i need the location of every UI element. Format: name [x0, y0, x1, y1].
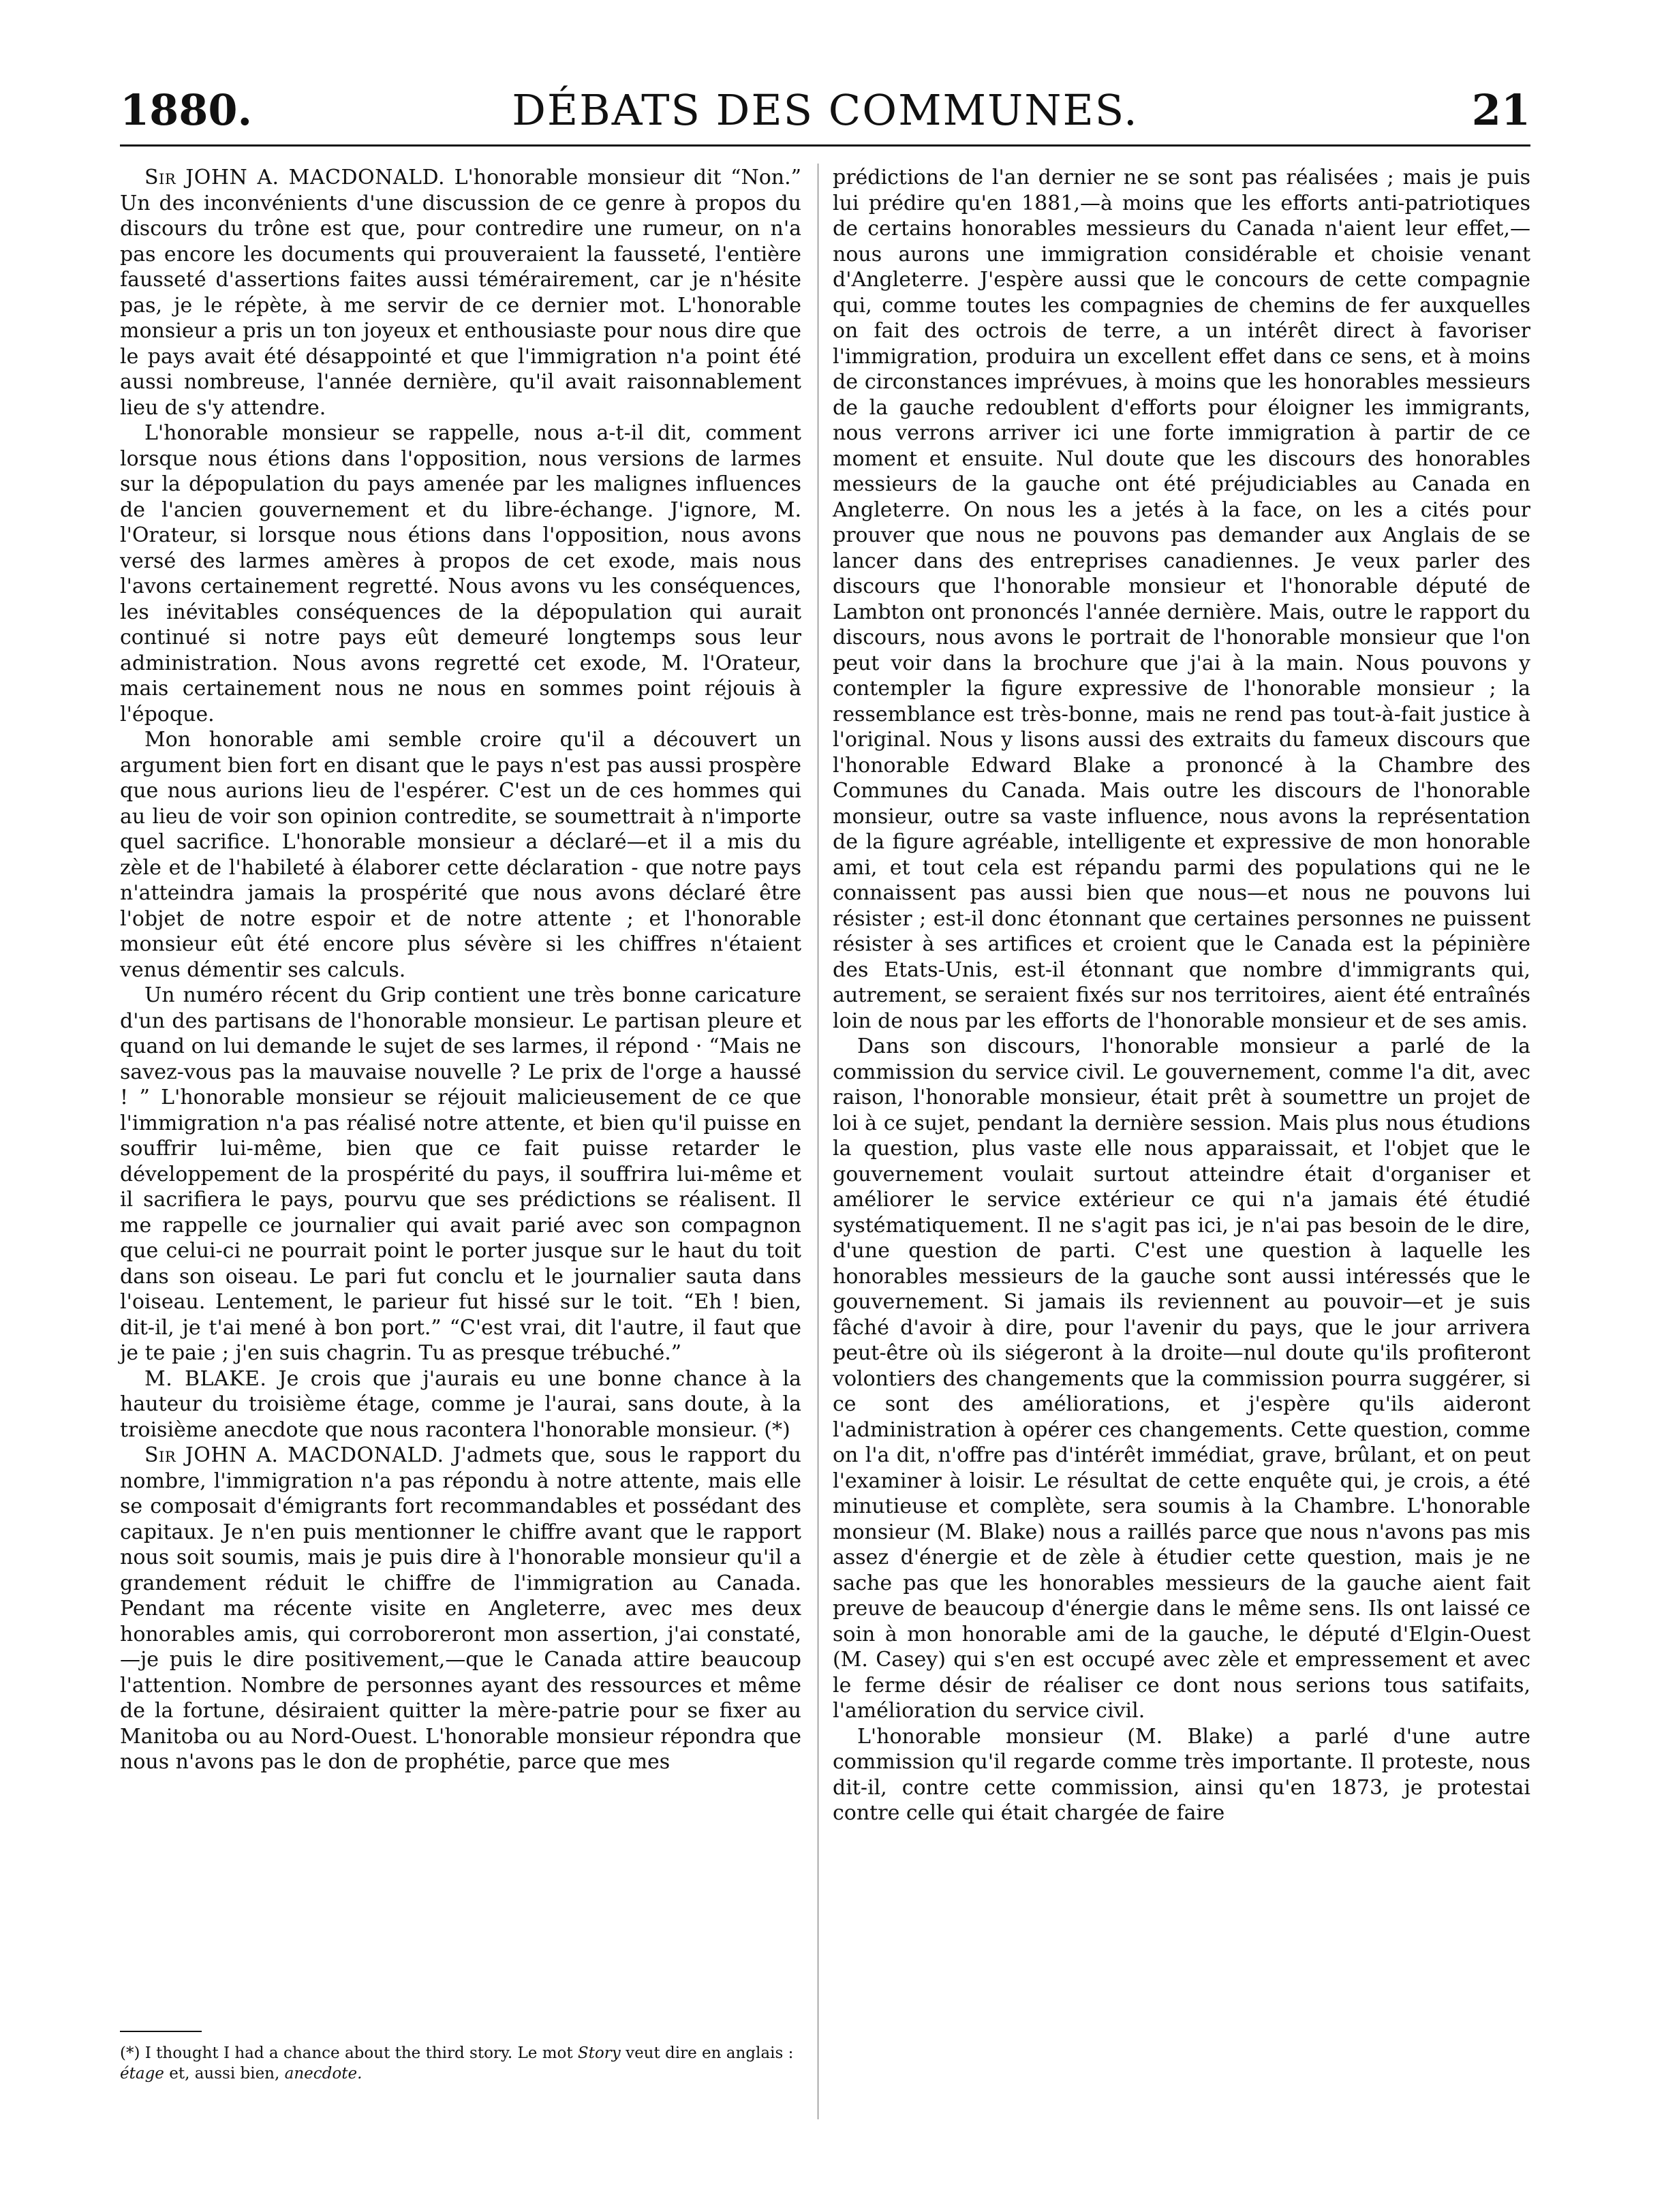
- paragraph: [120, 165, 801, 420]
- footnote-text-fr: et, aussi bien,: [169, 2065, 280, 2083]
- page-header: [120, 80, 1530, 140]
- paragraph: [120, 1443, 801, 1775]
- paragraph: [833, 1724, 1530, 1826]
- footnote-word-anecdote: anecdote.: [284, 2065, 363, 2083]
- footnote-rule: [120, 2031, 202, 2032]
- paragraph: [120, 727, 801, 983]
- footnote-text-fr: veut dire en anglais :: [626, 2044, 794, 2062]
- paragraph: [120, 1366, 801, 1443]
- paragraph-text: Dans son discours, l'honorable monsieur a parlé de la commission du service civil. Le gouvernement, comme l'a dit, avec raison, l'honorable monsieur, était prêt à soumettre un projet de loi à ce sujet, pendant la dernière session. Mais plus nous étudions la question, plus vaste elle nous apparaissait, et l'objet que le gouvernement voulait surtout atteindre était d'organiser et améliorer le service extérieur ce qui n'a jamais été étudié systématiquement. Il ne s'agit pas ici, je n'ai pas besoin de le dire, d'une question de parti. C'est une question à laquelle les honorables messieurs de la gauche sont aussi intéressés que le gouvernement. Si jamais ils reviennent au pouvoir—et je suis fâché d'avoir à dire, pour l'avenir du pays, que le jour arrivera peut-être où ils siégeront à la droite—nul doute qu'ils profiteront volontiers des changements que la commission pourra suggérer, si ce sont des améliorations, et j'espère qu'ils aideront l'administration à opérer ces changements. Cette question, comme on l'a dit, n'offre pas d'intérêt immédiat, grave, brûlant, et on peut l'examiner à loisir. Le résultat de cette enquête qui, je crois, a été minutieuse et complète, sera soumis à la Chambre. L'honorable monsieur (M. Blake) nous a raillés parce que nous n'avons pas mis assez d'énergie et de zèle à étudier cette question, mais je ne sache pas que les honorables messieurs de la gauche aient fait preuve de beaucoup d'énergie dans le même sens. Ils ont laissé ce soin à mon honorable ami de la gauche, le député d'Elgin-Ouest (M. Casey) qui s'en est occupé avec zèle et empressement et avec le ferme désir de réaliser ce dont nous serions tous satifaits, l'amélioration du service civil.: [833, 1034, 1530, 1723]
- paragraph: [833, 165, 1530, 1034]
- paragraph: [120, 420, 801, 727]
- footnote: [120, 2043, 801, 2084]
- footnote-word-story: Story: [577, 2044, 621, 2062]
- speaker-name: M. BLAKE.: [144, 1366, 267, 1391]
- paragraph-text: Un numéro récent du Grip contient une très bonne caricature d'un des partisans de l'honorable monsieur. Le partisan pleure et quand on lui demande le sujet de ses larmes, il répond · “Mais ne savez-vous pas la mauvaise nouvelle ? Le prix de l'orge a haussé ! ” L'honorable monsieur se réjouit malicieusement de ce que l'immigration n'a pas réalisé notre attente, et bien qu'il puisse en souffrir lui-même, bien que ce fait puisse retarder le développement de la prospérité du pays, il souffrira lui-même et il sacrifiera le pays, pourvu que ses prédictions se réalisent. Il me rappelle ce journalier qui avait parié avec son compagnon que celui-ci ne pourrait point le porter jusque sur le haut du toit dans son oiseau. Le pari fut conclu et le journalier sauta dans l'oiseau. Lentement, le parieur fut hissé sur le toit. “Eh ! bien, dit-il, je t'ai mené à bon port.” “C'est vrai, dit l'autre, il faut que je te paie ; j'en suis chagrin. Tu as presque trébuché.”: [120, 983, 801, 1365]
- header-page-number: 21: [1471, 85, 1530, 135]
- left-column: [120, 165, 801, 1775]
- footnote-text-fr: Le mot: [517, 2044, 573, 2062]
- header-year: 1880.: [120, 85, 253, 135]
- paragraph: [120, 983, 801, 1366]
- header-title: DÉBATS DES COMMUNES.: [512, 85, 1139, 135]
- paragraph-text: L'honorable monsieur (M. Blake) a parlé d'une autre commission qu'il regarde comme très importante. Il proteste, nous dit-il, contre cette commission, ainsi qu'en 1873, je protestai contre celle qui était chargée de faire: [833, 1724, 1530, 1825]
- footnote-text-en: I thought I had a chance about the third story.: [144, 2044, 513, 2062]
- header-rule: [120, 144, 1530, 147]
- speaker-name: Sir JOHN A. MACDONALD.: [144, 1443, 444, 1467]
- paragraph: [833, 1034, 1530, 1724]
- speaker-name: Sir JOHN A. MACDONALD.: [144, 166, 445, 189]
- footnote-mark: (*): [120, 2044, 140, 2062]
- paragraph-text: J'admets que, sous le rapport du nombre, l'immigration n'a pas répondu à notre attente, mais elle se composait d'émigrants fort recommandables et possédant des capitaux. Je n'en puis mentionner le chiffre avant que le rapport nous soit soumis, mais je puis dire à l'honorable monsieur qu'il a grandement réduit le chiffre de l'immigration au Canada. Pendant ma récente visite en Angleterre, avec mes deux honorables amis, qui corroboreront mon assertion, j'ai constaté,—je puis le dire positivement,—que le Canada attire beaucoup l'attention. Nombre de personnes ayant des ressources et même de la fortune, désiraient quitter la mère-patrie pour se fixer au Manitoba ou au Nord-Ouest. L'honorable monsieur répondra que nous n'avons pas le don de prophétie, parce que mes: [120, 1443, 801, 1774]
- paragraph-text: Mon honorable ami semble croire qu'il a découvert un argument bien fort en disant que le pays n'est pas aussi prospère que nous aurions lieu de l'espérer. C'est un de ces hommes qui au lieu de voir son opinion contredite, se soumettrait à n'importe quel sacrifice. L'honorable monsieur a déclaré—et il a mis du zèle et de l'habileté à élaborer cette déclaration - que notre pays n'atteindra jamais la prospérité que nous avons déclaré être l'objet de notre espoir et de notre attente ; et l'honorable monsieur eût été encore plus sévère si les chiffres n'étaient venus démentir ses calculs.: [120, 728, 801, 982]
- paragraph-text: prédictions de l'an dernier ne se sont pas réalisées ; mais je puis lui prédire qu'en 1881,—à moins que les efforts anti-patriotiques de certains honorables messieurs du Canada n'aient leur effet,—nous aurons une immigration considérable et choisie venant d'Angleterre. J'espère aussi que le concours de cette compagnie qui, comme toutes les compagnies de chemins de fer auxquelles on fait des octrois de terre, a un intérêt direct à favoriser l'immigration, produira un excellent effet dans ce sens, et à moins de circonstances imprévues, à moins que les honorables messieurs de la gauche redoublent d'efforts pour éloigner les immigrants, nous verrons arriver ici une forte immigration à partir de ce moment et ensuite. Nul doute que les discours des honorables messieurs de la gauche ont été préjudiciables au Canada en Angleterre. On nous les a jetés à la face, on les a cités pour prouver que nous ne pouvons pas demander aux Anglais de se lancer dans des entreprises canadiennes. Je veux parler des discours que l'honorable monsieur et l'honorable député de Lambton ont prononcés l'année dernière. Mais, outre le rapport du discours, nous avons le portrait de l'honorable monsieur que l'on peut voir dans la brochure que j'ai à la main. Nous pouvons y contempler la figure expressive de l'honorable monsieur ; la ressemblance est très-bonne, mais ne rend pas tout-à-fait justice à l'original. Nous y lisons aussi des extraits du fameux discours que l'honorable Edward Blake a prononcé à la Chambre des Communes du Canada. Mais outre les discours de l'honorable monsieur, outre sa vaste influence, nous avons la représentation de la figure agréable, intelligente et expressive de mon honorable ami, et tout cela est répandu parmi des populations qui ne le connaissent pas aussi bien que nous—et nous ne pouvons lui résister ; est-il donc étonnant que certaines personnes ne puissent résister à ses artifices et croient que le Canada est la pépinière des Etats-Unis, est-il étonnant que nombre d'immigrants qui, autrement, se seraient fixés sur nos territoires, aient été entraînés loin de nous par les efforts de l'honorable monsieur et de ses amis.: [833, 166, 1530, 1033]
- paragraph-text: L'honorable monsieur dit “Non.” Un des inconvénients d'une discussion de ce genre à propos du discours du trône est que, pour contredire une rumeur, on n'a pas encore les documents qui prouveraient la fausseté, l'entière fausseté d'assertions faites aussi témérairement, car je n'hésite pas, je le répète, à me servir de ce dernier mot. L'honorable monsieur a pris un ton joyeux et enthousiaste pour nous dire que le pays avait été désappointé et que l'immigration n'a point été aussi nombreuse, l'année dernière, qu'il avait raisonnablement lieu de s'y attendre.: [120, 166, 801, 420]
- paragraph-text: Je crois que j'aurais eu une bonne chance à la hauteur du troisième étage, comme je l'aurai, sans doute, à la troisième anecdote que nous racontera l'honorable monsieur. (*): [120, 1366, 801, 1442]
- footnote-word-etage: étage: [120, 2065, 164, 2083]
- paragraph-text: L'honorable monsieur se rappelle, nous a-t-il dit, comment lorsque nous étions dans l'opposition, nous versions de larmes sur la dépopulation du pays amenée par les malignes influences de l'ancien gouvernement et du libre-échange. J'ignore, M. l'Orateur, si lorsque nous étions dans l'opposition, nous avons versé des larmes amères à propos de cet exode, mais nous l'avons certainement regretté. Nous avons vu les conséquences, les inévitables conséquences de la dépopulation qui aurait continué si notre pays eût demeuré longtemps sous leur administration. Nous avons regretté cet exode, M. l'Orateur, mais certainement nous ne nous en sommes point réjouis à l'époque.: [120, 421, 801, 726]
- right-column: [833, 165, 1530, 1826]
